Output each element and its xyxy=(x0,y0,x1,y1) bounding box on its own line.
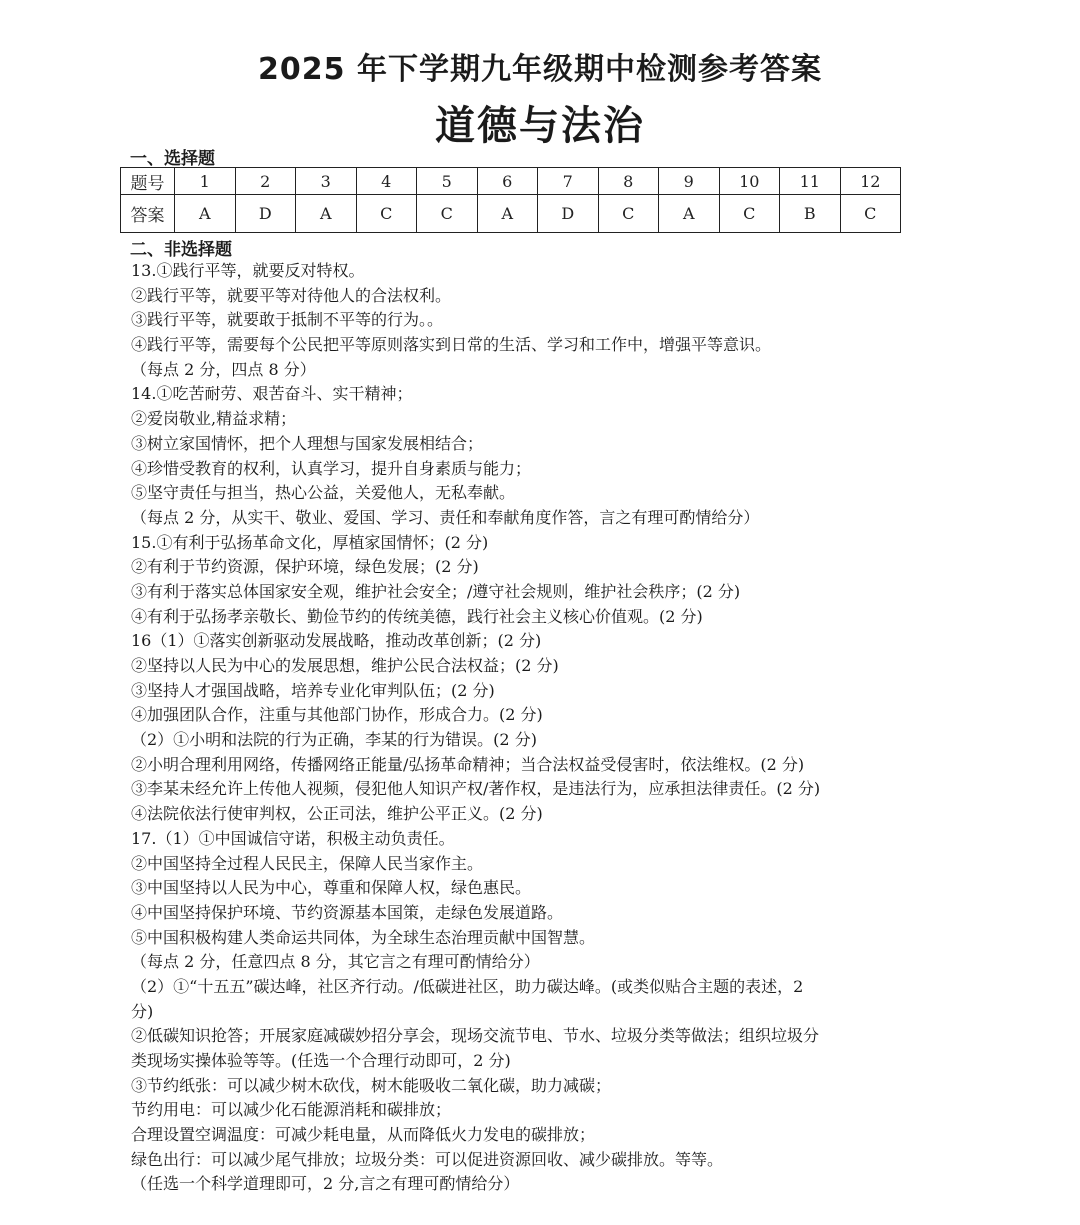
answer-line: ④法院依法行使审判权，公正司法，维护公平正义。(2 分) xyxy=(131,804,543,824)
question-number: 4 xyxy=(356,168,417,195)
question-number: 1 xyxy=(175,168,236,195)
answer-line: ③树立家国情怀，把个人理想与国家发展相结合； xyxy=(131,433,484,453)
answer-line: 17.（1）①中国诚信守诺，积极主动负责任。 xyxy=(131,828,455,848)
answer-line: ③坚持人才强国战略，培养专业化审判队伍；(2 分) xyxy=(131,680,495,700)
answer-line: 绿色出行：可以减少尾气排放；垃圾分类：可以促进资源回收、减少碳排放。等等。 xyxy=(131,1149,724,1169)
answer-cell: A xyxy=(477,195,538,233)
section-heading-nonchoice: 二、非选择题 xyxy=(130,240,232,260)
answer-line: （每点 2 分，四点 8 分） xyxy=(131,359,316,379)
answer-cell: A xyxy=(296,195,357,233)
answer-table xyxy=(120,167,901,233)
answer-line: （任选一个科学道理即可，2 分,言之有理可酌情给分） xyxy=(131,1174,520,1194)
answer-line: ④珍惜受教育的权利，认真学习，提升自身素质与能力； xyxy=(131,458,532,478)
answer-line: （每点 2 分，任意四点 8 分，其它言之有理可酌情给分） xyxy=(131,952,540,972)
answer-line: ③中国坚持以人民为中心，尊重和保障人权，绿色惠民。 xyxy=(131,878,532,898)
answer-cell: B xyxy=(780,195,841,233)
answer-line: ④加强团队合作，注重与其他部门协作，形成合力。(2 分) xyxy=(131,705,543,725)
section-heading-choice: 一、选择题 xyxy=(130,149,215,169)
question-number: 2 xyxy=(235,168,296,195)
answer-line: ②低碳知识抢答；开展家庭减碳妙招分享会，现场交流节电、节水、垃圾分类等做法；组织垃圾分 xyxy=(131,1026,820,1046)
question-number: 3 xyxy=(296,168,357,195)
row-label-answer: 答案 xyxy=(121,195,175,233)
answer-line: （2）①“十五五”碳达峰，社区齐行动。/低碳进社区，助力碳达峰。(或类似贴合主题的表述，2 xyxy=(131,976,804,996)
question-number: 8 xyxy=(598,168,659,195)
answer-line: ⑤中国积极构建人类命运共同体，为全球生态治理贡献中国智慧。 xyxy=(131,927,596,947)
answer-line: ②爱岗敬业,精益求精； xyxy=(131,409,297,429)
answer-line: 14.①吃苦耐劳、艰苦奋斗、实干精神； xyxy=(131,384,413,404)
answer-cell: C xyxy=(719,195,780,233)
answer-line: 15.①有利于弘扬革命文化，厚植家国情怀；(2 分) xyxy=(131,532,489,552)
answer-line: （2）①小明和法院的行为正确，李某的行为错误。(2 分) xyxy=(131,730,537,750)
answer-row xyxy=(121,195,901,233)
answer-line: ②小明合理利用网络，传播网络正能量/弘扬革命精神；当合法权益受侵害时，依法维权。(2 分) xyxy=(131,754,805,774)
answer-line: ②有利于节约资源，保护环境，绿色发展；(2 分) xyxy=(131,557,479,577)
question-number: 11 xyxy=(780,168,841,195)
question-number: 7 xyxy=(538,168,599,195)
answer-cell: D xyxy=(538,195,599,233)
answer-cell: C xyxy=(840,195,901,233)
subject-title: 道德与法治 xyxy=(435,103,645,149)
question-number-row xyxy=(121,168,901,195)
answer-line: ②中国坚持全过程人民民主，保障人民当家作主。 xyxy=(131,853,484,873)
answer-line: 合理设置空调温度：可减少耗电量，从而降低火力发电的碳排放； xyxy=(131,1125,596,1145)
answer-line: ②坚持以人民为中心的发展思想，维护公民合法权益；(2 分) xyxy=(131,656,559,675)
page-title: 2025 年下学期九年级期中检测参考答案 xyxy=(258,52,822,87)
answer-line: ③践行平等，就要敢于抵制不平等的行为。。 xyxy=(131,310,444,330)
row-label-number: 题号 xyxy=(121,168,175,195)
answer-cell: C xyxy=(417,195,478,233)
question-number: 9 xyxy=(659,168,720,195)
answer-cell: D xyxy=(235,195,296,233)
answer-cell: A xyxy=(175,195,236,233)
answer-line: ④中国坚持保护环境、节约资源基本国策，走绿色发展道路。 xyxy=(131,902,564,922)
answer-line: ②践行平等，就要平等对待他人的合法权利。 xyxy=(131,285,452,305)
answer-line: 类现场实操体验等等。(任选一个合理行动即可，2 分) xyxy=(131,1051,511,1070)
answer-cell: C xyxy=(598,195,659,233)
question-number: 10 xyxy=(719,168,780,195)
answer-line: ④有利于弘扬孝亲敬长、勤俭节约的传统美德，践行社会主义核心价值观。(2 分) xyxy=(131,606,703,626)
answer-line: ③节约纸张：可以减少树木砍伐，树木能吸收二氧化碳，助力减碳； xyxy=(131,1075,612,1095)
question-number: 12 xyxy=(840,168,901,195)
answer-line: ③李某未经允许上传他人视频，侵犯他人知识产权/著作权，是违法行为，应承担法律责任。(2 分) xyxy=(131,779,821,799)
answer-line: ④践行平等，需要每个公民把平等原则落实到日常的生活、学习和工作中，增强平等意识。 xyxy=(131,335,772,355)
answer-line: 分) xyxy=(131,1001,154,1021)
answer-line: ③有利于落实总体国家安全观，维护社会安全；/遵守社会规则，维护社会秩序；(2 分) xyxy=(131,581,741,601)
answer-line: ⑤坚守责任与担当，热心公益，关爱他人，无私奉献。 xyxy=(131,483,516,503)
answer-line: 13.①践行平等，就要反对特权。 xyxy=(131,261,365,280)
answer-line: 节约用电：可以减少化石能源消耗和碳排放； xyxy=(131,1100,452,1120)
question-number: 6 xyxy=(477,168,538,195)
answer-cell: C xyxy=(356,195,417,233)
answer-text-body xyxy=(131,259,961,1197)
answer-line: 16（1）①落实创新驱动发展战略，推动改革创新；(2 分) xyxy=(131,631,542,651)
answer-line: （每点 2 分，从实干、敬业、爱国、学习、责任和奉献角度作答，言之有理可酌情给分） xyxy=(131,507,760,527)
question-number: 5 xyxy=(417,168,478,195)
answer-cell: A xyxy=(659,195,720,233)
